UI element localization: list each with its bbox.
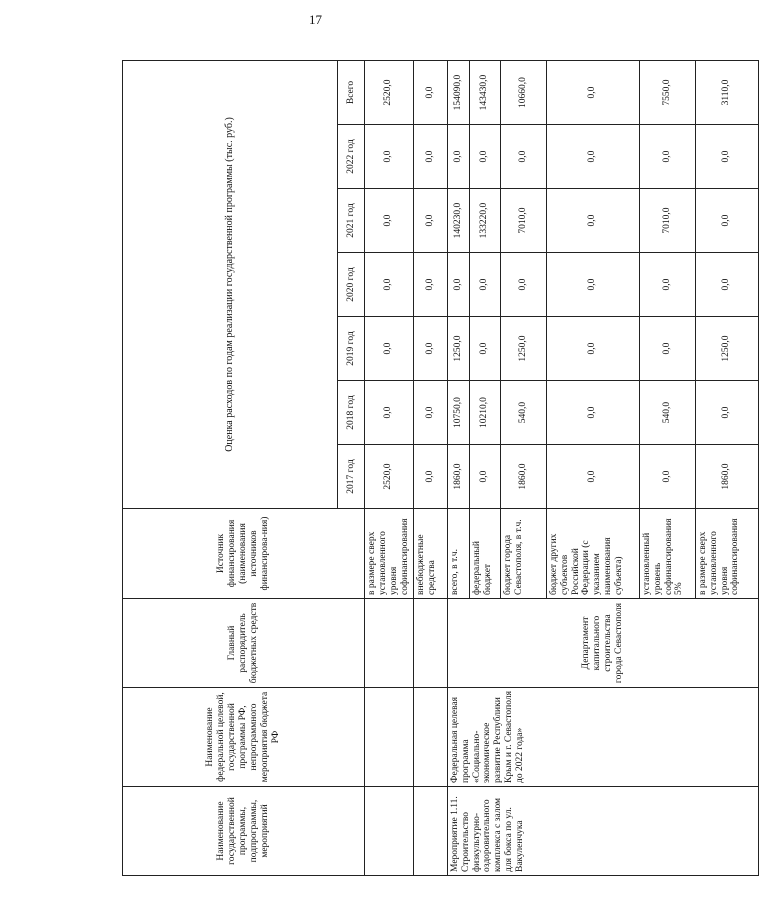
value-cell: 1250,0: [447, 317, 469, 381]
value-cell: 0,0: [546, 445, 639, 509]
empty-cell: [413, 688, 447, 787]
value-cell: 0,0: [365, 125, 414, 189]
value-cell: 0,0: [413, 253, 447, 317]
value-cell: 0,0: [469, 253, 500, 317]
value-cell: 0,0: [469, 125, 500, 189]
value-cell: 7010,0: [500, 189, 546, 253]
value-cell: 0,0: [469, 317, 500, 381]
budget-manager-name: Департамент капитального строительства города Севастополя: [447, 599, 758, 688]
source-cell: внебюджетные средства: [413, 509, 447, 599]
year-2017-header: 2017 год: [338, 445, 365, 509]
header-row: [123, 60, 338, 875]
value-cell: 0,0: [546, 125, 639, 189]
header-budget-manager: Главный распорядитель бюджетных средств: [123, 599, 365, 688]
value-cell: 7550,0: [639, 60, 695, 124]
value-cell: 0,0: [413, 445, 447, 509]
value-cell: 143430,0: [469, 60, 500, 124]
table-row: [413, 60, 447, 875]
value-cell: 0,0: [639, 317, 695, 381]
header-federal-program: Наименование федеральной целевой, государственной программы РФ, непрограммного мероприятия бюджета РФ: [123, 688, 365, 787]
value-cell: 540,0: [500, 381, 546, 445]
budget-table: [122, 60, 759, 876]
federal-program-name: Федеральная целевая программа «Социально-экономическое развитие Республики Крым и г. Севастополя до 2022 года»: [447, 688, 758, 787]
value-cell: 1250,0: [500, 317, 546, 381]
source-cell: в размере сверх установленного уровня софинансирования: [365, 509, 414, 599]
year-2021-header: 2021 год: [338, 189, 365, 253]
year-2018-header: 2018 год: [338, 381, 365, 445]
value-cell: 0,0: [365, 317, 414, 381]
value-cell: 0,0: [413, 60, 447, 124]
value-cell: 0,0: [413, 317, 447, 381]
source-cell: бюджет города Севастополя, в т.ч.: [500, 509, 546, 599]
value-cell: 1860,0: [695, 445, 758, 509]
header-funding-source: Источник финансирования (наименования источников финансирова-ния): [123, 509, 365, 599]
value-cell: 0,0: [546, 253, 639, 317]
header-program: Наименование государственной программы, подпрограммы, мероприятий: [123, 787, 365, 876]
value-cell: 0,0: [695, 253, 758, 317]
value-cell: 0,0: [365, 189, 414, 253]
value-cell: 0,0: [413, 189, 447, 253]
year-2019-header: 2019 год: [338, 317, 365, 381]
table-row: [447, 60, 469, 875]
source-cell: федеральный бюджет: [469, 509, 500, 599]
value-cell: 0,0: [639, 253, 695, 317]
value-cell: 1860,0: [500, 445, 546, 509]
total-header: Всего: [338, 60, 365, 124]
value-cell: 0,0: [469, 445, 500, 509]
year-2020-header: 2020 год: [338, 253, 365, 317]
empty-cell: [413, 599, 447, 688]
value-cell: 7010,0: [639, 189, 695, 253]
source-cell: бюджет других субъектов Российской Федерации (с указанием наименования субъекта): [546, 509, 639, 599]
value-cell: 140230,0: [447, 189, 469, 253]
value-cell: 0,0: [500, 253, 546, 317]
empty-cell: [413, 787, 447, 876]
source-cell: всего, в т.ч.: [447, 509, 469, 599]
value-cell: 0,0: [546, 60, 639, 124]
value-cell: 2520,0: [365, 445, 414, 509]
value-cell: 0,0: [695, 189, 758, 253]
value-cell: 0,0: [447, 253, 469, 317]
value-cell: 10210,0: [469, 381, 500, 445]
budget-table-rotated: [122, 61, 741, 876]
value-cell: 0,0: [546, 317, 639, 381]
value-cell: 154090,0: [447, 60, 469, 124]
empty-cell: [365, 599, 414, 688]
value-cell: 1250,0: [695, 317, 758, 381]
value-cell: 10750,0: [447, 381, 469, 445]
value-cell: 1860,0: [447, 445, 469, 509]
empty-cell: [365, 688, 414, 787]
value-cell: 133220,0: [469, 189, 500, 253]
value-cell: 0,0: [447, 125, 469, 189]
value-cell: 10660,0: [500, 60, 546, 124]
empty-cell: [365, 787, 414, 876]
value-cell: 0,0: [413, 125, 447, 189]
value-cell: 2520,0: [365, 60, 414, 124]
value-cell: 0,0: [500, 125, 546, 189]
page-number: 17: [309, 12, 322, 27]
value-cell: 3110,0: [695, 60, 758, 124]
year-2022-header: 2022 год: [338, 125, 365, 189]
source-cell: установленный уровень софинансирования 5%: [639, 509, 695, 599]
value-cell: 0,0: [546, 189, 639, 253]
value-cell: 0,0: [639, 125, 695, 189]
header-estimate: Оценка расходов по годам реализации государственной программы (тыс. руб.): [123, 60, 338, 508]
value-cell: 0,0: [365, 381, 414, 445]
value-cell: 540,0: [639, 381, 695, 445]
value-cell: 0,0: [546, 381, 639, 445]
measure-name: Мероприятие 1.11. Строительство физкультурно-оздоровительного комплекса с залом для бокса по ул. Вакуленчука: [447, 787, 758, 876]
value-cell: 0,0: [413, 381, 447, 445]
value-cell: 0,0: [365, 253, 414, 317]
table-row: [365, 60, 414, 875]
value-cell: 0,0: [695, 125, 758, 189]
value-cell: 0,0: [639, 445, 695, 509]
source-cell: в размере сверх установленного уровня софинансирования: [695, 509, 758, 599]
value-cell: 0,0: [695, 381, 758, 445]
